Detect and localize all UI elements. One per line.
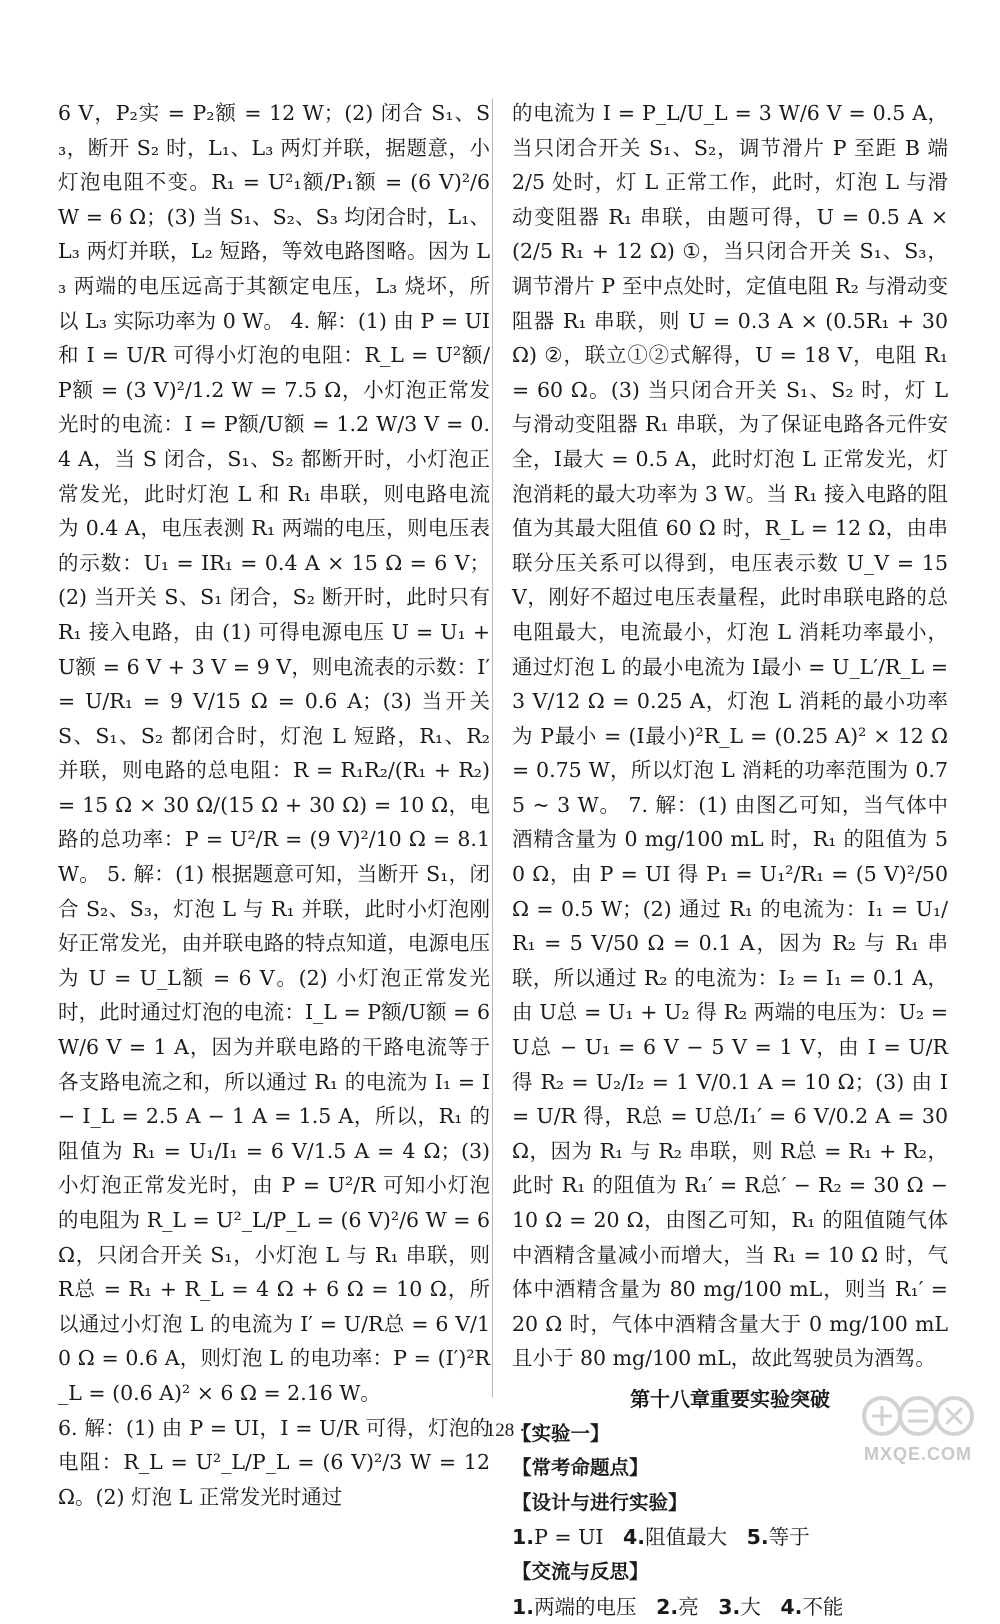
answer-number: 1.	[512, 1594, 535, 1619]
answer-number: 1.	[512, 1525, 535, 1550]
left-paragraph-1: 6 V，P₂实 = P₂额 = 12 W；(2) 闭合 S₁、S₃，断开 S₂ 时，L₁、L₃ 两灯并联，据题意，小灯泡电阻不变。R₁ = U²₁额/P₁额 = (6 V)²/6 W = 6 Ω；(3) 当 S₁、S₂、S₃ 均闭合时，L₁、L₃ 两灯并联，L₂ 短路，等效电路图略。因为 L₃ 两端的电压远高于其额定电压，L₃ 烧坏，所以 L₃ 实际功率为 0 W。 4. 解：(1) 由 P = UI 和 I = U/R 可得小灯泡的电阻：R_L = U²额/P额 = (3 V)²/1.2 W = 7.5 Ω，小灯泡正常发光时的电流：I = P额/U额 = 1.2 W/3 V = 0.4 A，当 S 闭合，S₁、S₂ 都断开时，小灯泡正常发光，此时灯泡 L 和 R₁ 串联，则电路电流为 0.4 A，电压表测 R₁ 两端的电压，则电压表的示数：U₁ = IR₁ = 0.4 A × 15 Ω = 6 V；(2) 当开关 S、S₁ 闭合，S₂ 断开时，此时只有 R₁ 接入电路，由 (1) 可得电源电压 U = U₁ + U额 = 6 V + 3 V = 9 V，则电流表的示数：I′ = U/R₁ = 9 V/15 Ω = 0.6 A；(3) 当开关 S、S₁、S₂ 都闭合时，灯泡 L 短路，R₁、R₂ 并联，则电路的总电阻：R = R₁R₂/(R₁ + R₂) = 15 Ω × 30 Ω/(15 Ω + 30 Ω) = 10 Ω，电路的总功率：P = U²/R = (9 V)²/10 Ω = 8.1 W。 5. 解：(1) 根据题意可知，当断开 S₁，闭合 S₂、S₃，灯泡 L 与 R₁ 并联，此时小灯泡刚好正常发光，由并联电路的特点知道，电源电压为 U = U_L额 = 6 V。(2) 小灯泡正常发光时，此时通过灯泡的电流：I_L = P额/U额 = 6 W/6 V = 1 A，因为并联电路的干路电流等于各支路电流之和，所以通过 R₁ 的电流为 I₁ = I − I_L = 2.5 A − 1 A = 1.5 A，所以，R₁ 的阻值为 R₁ = U₁/I₁ = 6 V/1.5 A = 4 Ω；(3) 小灯泡正常发光时，由 P = U²/R 可知小灯泡的电阻为 R_L = U²_L/P_L = (6 V)²/6 W = 6 Ω，只闭合开关 S₁，小灯泡 L 与 R₁ 串联，则 R总 = R₁ + R_L = 4 Ω + 6 Ω = 10 Ω，所以通过小灯泡 L 的电流为 I′ = U/R总 = 6 V/10 Ω = 0.6 A，则灯泡 L 的电功率：P = (I′)²R_L = (0.6 A)² × 6 Ω = 2.16 W。	[58, 101, 490, 1405]
right-paragraph-1: 的电流为 I = P_L/U_L = 3 W/6 V = 0.5 A，当只闭合开关 S₁、S₂，调节滑片 P 至距 B 端 2/5 处时，灯 L 正常工作，此时，灯泡 L 与滑动变阻器 R₁ 串联，由题可得，U = 0.5 A × (2/5 R₁ + 12 Ω) ①，当只闭合开关 S₁、S₃，调节滑片 P 至中点处时，定值电阻 R₂ 与滑动变阻器 R₁ 串联，则 U = 0.3 A × (0.5R₁ + 30 Ω) ②，联立①②式解得，U = 18 V，电阻 R₁ = 60 Ω。(3) 当只闭合开关 S₁、S₂ 时，灯 L 与滑动变阻器 R₁ 串联，为了保证电路各元件安全，I最大 = 0.5 A，此时灯泡 L 正常发光，灯泡消耗的最大功率为 3 W。当 R₁ 接入电路的阻值为其最大阻值 60 Ω 时，R_L = 12 Ω，由串联分压关系可以得到，电压表示数 U_V = 15 V，刚好不超过电压表量程，此时串联电路的总电阻最大，电流最小，灯泡 L 消耗功率最小，通过灯泡 L 的最小电流为 I最小 = U_L′/R_L = 3 V/12 Ω = 0.25 A，灯泡 L 消耗的最小功率为 P最小 = (I最小)²R_L = (0.25 A)² × 12 Ω = 0.75 W，所以灯泡 L 消耗的功率范围为 0.75 ~ 3 W。 7. 解：(1) 由图乙可知，当气体中酒精含量为 0 mg/100 mL 时，R₁ 的阻值为 50 Ω，由 P = UI 得 P₁ = U₁²/R₁ = (5 V)²/50 Ω = 0.5 W；(2) 通过 R₁ 的电流为：I₁ = U₁/R₁ = 5 V/50 Ω = 0.1 A，因为 R₂ 与 R₁ 串联，所以通过 R₂ 的电流为：I₂ = I₁ = 0.1 A，由 U总 = U₁ + U₂ 得 R₂ 两端的电压为：U₂ = U总 − U₁ = 6 V − 5 V = 1 V，由 I = U/R 得 R₂ = U₂/I₂ = 1 V/0.1 A = 10 Ω；(3) 由 I = U/R 得，R总 = U总/I₁′ = 6 V/0.2 A = 30 Ω，因为 R₁ 与 R₂ 串联，则 R总 = R₁ + R₂，此时 R₁ 的阻值为 R₁′ = R总′ − R₂ = 30 Ω − 10 Ω = 20 Ω，由图乙可知，R₁ 的阻值随气体中酒精含量减小而增大，当 R₁ = 10 Ω 时，气体中酒精含量为 80 mg/100 mL，则当 R₁′ = 20 Ω 时，气体中酒精含量大于 0 mg/100 mL 且小于 80 mg/100 mL，故此驾驶员为酒驾。	[512, 101, 948, 1371]
left-paragraph-2: 6. 解：(1) 由 P = UI，I = U/R 可得，灯泡的电阻：R_L = U²_L/P_L = (6 V)²/3 W = 12 Ω。(2) 灯泡 L 正常发光时通过	[58, 1415, 490, 1509]
answer-text: 两端的电压	[534, 1594, 637, 1619]
watermark-text: MXQE.COM	[863, 1444, 972, 1464]
section-common-points: 【常考命题点】	[512, 1456, 649, 1480]
answer-text: 亮	[678, 1594, 699, 1619]
chapter-title: 第十八章重要实验突破	[630, 1386, 830, 1411]
answer-text: 不能	[802, 1594, 844, 1619]
section-discussion: 【交流与反思】	[512, 1559, 649, 1583]
answer-text: 阻值最大	[645, 1525, 728, 1550]
answer-text: 大	[740, 1594, 761, 1619]
design-answers	[512, 1520, 948, 1555]
left-column	[58, 96, 490, 1514]
column-divider	[492, 98, 493, 1398]
answer-number: 3.	[718, 1594, 741, 1619]
answer-logo-icon	[860, 1393, 976, 1439]
discussion-answers	[512, 1590, 948, 1624]
page-number: · 128 ·	[474, 1420, 526, 1441]
answer-text: P = UI	[534, 1525, 604, 1550]
answer-number: 4.	[780, 1594, 803, 1619]
answer-number: 4.	[623, 1525, 646, 1550]
watermark-logo	[854, 1393, 982, 1465]
answer-text: 等于	[768, 1525, 810, 1550]
section-experiment-1: 【实验一】	[512, 1421, 610, 1445]
answer-number: 2.	[656, 1594, 679, 1619]
answer-number: 5.	[746, 1525, 769, 1550]
section-design: 【设计与进行实验】	[512, 1490, 688, 1514]
